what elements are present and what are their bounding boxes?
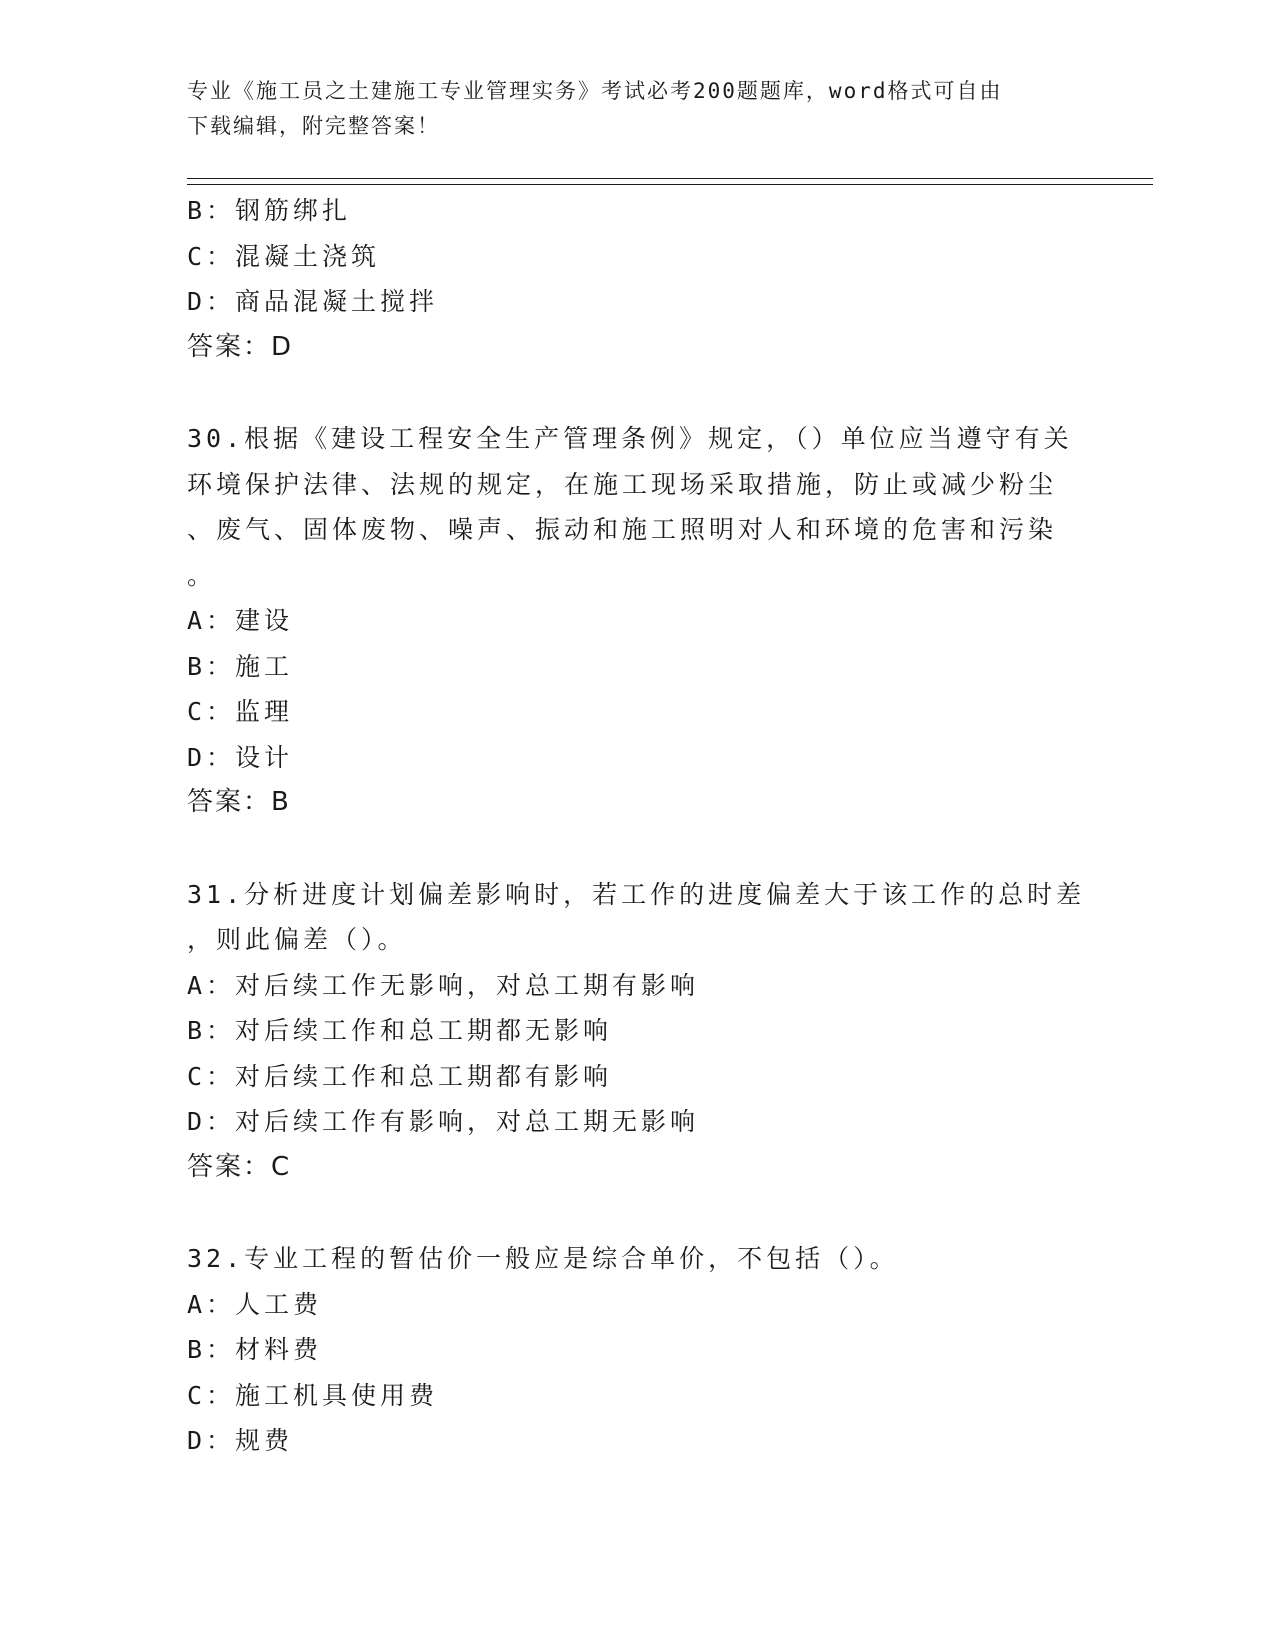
question-text-line: ，则此偏差（）。 (187, 925, 407, 954)
option-c: C：施工机具使用费 (187, 1380, 439, 1410)
option-c: C：监理 (187, 697, 294, 726)
document-header (187, 74, 1067, 144)
question-text-line: 31.分析进度计划偏差影响时，若工作的进度偏差大于该工作的总时差 (187, 879, 1086, 909)
answer-line: 答案：B (187, 787, 291, 817)
answer-line: 答案：D (187, 331, 294, 362)
option-d: D：对后续工作有影响，对总工期无影响 (187, 1107, 700, 1136)
option-c: C：混凝土浇筑 (187, 241, 381, 271)
option-a: A：人工费 (187, 1289, 323, 1319)
option-b: B：对后续工作和总工期都无影响 (187, 1016, 613, 1045)
question-text-line: 、废气、固体废物、噪声、振动和施工照明对人和环境的危害和污染 (187, 515, 1058, 544)
previous-question-block (187, 188, 1067, 370)
option-c: C：对后续工作和总工期都有影响 (187, 1061, 613, 1091)
header-double-rule (187, 178, 1153, 185)
question-30 (187, 416, 1073, 826)
option-d: D：设计 (187, 742, 294, 772)
option-d: D：规费 (187, 1426, 294, 1455)
question-text-line: 环境保护法律、法规的规定，在施工现场采取措施，防止或减少粉尘 (187, 469, 1058, 499)
question-31 (187, 872, 1086, 1191)
option-b: B：施工 (187, 651, 294, 681)
option-a: A：建设 (187, 606, 294, 635)
spacer (187, 370, 1067, 416)
answer-line: 答案：C (187, 1151, 292, 1182)
question-32 (187, 1236, 1067, 1464)
question-text-line: 。 (187, 560, 217, 590)
option-b: B：材料费 (187, 1335, 323, 1364)
option-a: A：对后续工作无影响，对总工期有影响 (187, 970, 700, 1000)
option-d: D：商品混凝土搅拌 (187, 287, 439, 316)
header-title-line-2: 下载编辑，附完整答案！ (187, 114, 440, 138)
question-content (187, 188, 1086, 1464)
spacer (187, 1190, 1067, 1236)
spacer (187, 826, 1067, 872)
question-text-line: 30.根据《建设工程安全生产管理条例》规定，（）单位应当遵守有关 (187, 424, 1073, 453)
header-title-line-1: 专业《施工员之土建施工专业管理实务》考试必考200题题库，word格式可自由 (187, 79, 1003, 103)
option-b: B：钢筋绑扎 (187, 196, 352, 225)
question-text-line: 32.专业工程的暂估价一般应是综合单价，不包括（）。 (187, 1244, 899, 1273)
